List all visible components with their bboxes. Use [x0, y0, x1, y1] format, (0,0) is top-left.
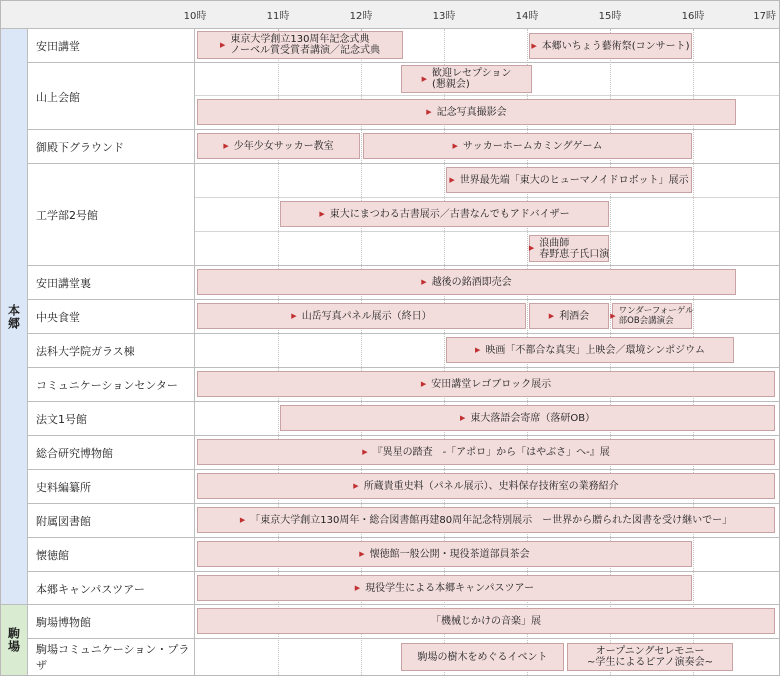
venue-library: 附属図書館	[28, 504, 195, 538]
event-archives-exhibit[interactable]	[197, 473, 775, 499]
triangle-right-icon: ▶	[421, 74, 427, 83]
venue-yasuda: 安田講堂	[28, 29, 195, 63]
triangle-right-icon: ▶	[459, 413, 466, 422]
triangle-right-icon: ▶	[362, 447, 368, 456]
venue-comm: コミュニケーションセンター	[28, 368, 195, 402]
triangle-right-icon: ▶	[239, 515, 246, 524]
venue-yasuda-ura: 安田講堂裏	[28, 266, 195, 300]
event-title: 映画「不都合な真実」上映会／環境シンポジウム	[485, 344, 706, 356]
event-title: 世界最先端「東大のヒューマノイドロボット」展示	[459, 174, 689, 186]
event-title: サッカーホームカミングゲーム	[462, 140, 603, 152]
triangle-right-icon: ▶	[449, 175, 455, 184]
event-title: 山岳写真パネル展示（終日）	[301, 310, 432, 322]
row-divider	[28, 163, 779, 164]
event-title: 利酒会	[559, 310, 590, 322]
event-rakugo[interactable]	[280, 405, 775, 431]
campus-divider	[1, 604, 779, 605]
venue-sanjo: 山上会館	[28, 63, 195, 130]
row-divider	[28, 469, 779, 470]
triangle-right-icon: ▶	[354, 583, 361, 592]
event-soccer-game[interactable]	[363, 133, 692, 159]
time-label-13: 13時	[432, 11, 456, 22]
venue-komaba-plaza: 駒場コミュニケーション・プラザ	[28, 639, 195, 675]
event-soccer-class[interactable]	[197, 133, 360, 159]
triangle-right-icon: ▶	[223, 141, 229, 150]
time-label-14: 14時	[515, 11, 539, 22]
event-title: 本郷いちょう藝術祭(コンサート)	[541, 40, 690, 52]
triangle-right-icon: ▶	[528, 244, 535, 252]
event-vogel-lecture[interactable]	[612, 303, 692, 329]
row-divider	[28, 537, 779, 538]
triangle-right-icon: ▶	[319, 209, 325, 218]
triangle-right-icon: ▶	[474, 345, 481, 354]
event-founding-ceremony[interactable]	[197, 31, 403, 59]
event-reception[interactable]	[401, 65, 532, 93]
venue-shiryo: 史料編纂所	[28, 470, 195, 504]
row-divider	[28, 435, 779, 436]
event-mountain-photos[interactable]	[197, 303, 526, 329]
event-photo-session[interactable]	[197, 99, 736, 125]
triangle-right-icon: ▶	[531, 41, 537, 50]
event-title: 東京大学創立130周年記念式典 ノーベル賞受賞者講演／記念式典	[230, 34, 381, 56]
event-title: 浪曲師 春野恵子氏口演	[539, 237, 610, 260]
venue-hobun: 法文1号館	[28, 402, 195, 436]
campus-komaba	[1, 605, 28, 675]
subrow-divider	[195, 197, 779, 198]
row-divider	[28, 299, 779, 300]
triangle-right-icon: ▶	[610, 312, 616, 320]
row-divider	[28, 571, 779, 572]
event-title: 『異星の踏査 -「アポロ」から「はやぶさ」へ-』展	[372, 446, 610, 458]
event-title: 駒場の樹木をめぐるイベント	[417, 651, 548, 663]
event-title: 東大にまつわる古書展示／古書なんでもアドバイザー	[329, 208, 570, 220]
triangle-right-icon: ▶	[421, 277, 427, 286]
row-divider	[28, 265, 779, 266]
event-title: 「機械じかけの音楽」展	[431, 615, 541, 627]
event-title: 越後の銘酒即売会	[431, 276, 512, 288]
time-label-11: 11時	[266, 11, 290, 22]
row-divider	[28, 367, 779, 368]
triangle-right-icon: ▶	[353, 481, 359, 490]
campus-hongo-label: 本郷	[6, 304, 21, 330]
row-divider	[28, 401, 779, 402]
campus-hongo	[1, 29, 28, 605]
event-title: ワンダーフォーゲル 部OB会講演会	[618, 306, 694, 326]
event-title: 現役学生による本郷キャンパスツアー	[365, 582, 535, 594]
venue-kaitoku: 懐徳館	[28, 538, 195, 572]
time-header	[1, 1, 779, 29]
time-label-15: 15時	[598, 11, 622, 22]
time-label-17: 17時	[753, 11, 776, 22]
event-rokyoku[interactable]	[529, 235, 609, 262]
event-library-exhibit[interactable]	[197, 507, 775, 533]
venue-komaba-museum: 駒場博物館	[28, 605, 195, 639]
event-robot-exhibit[interactable]	[446, 167, 692, 193]
event-title: 少年少女サッカー教室	[233, 140, 334, 152]
triangle-right-icon: ▶	[548, 311, 555, 320]
event-hayabusa-exhibit[interactable]	[197, 439, 775, 465]
event-sake-tasting[interactable]	[529, 303, 609, 329]
triangle-right-icon: ▶	[291, 311, 297, 320]
event-title: オープニングセレモニー ~学生によるピアノ演奏会~	[587, 646, 713, 668]
row-divider	[28, 333, 779, 334]
triangle-right-icon: ▶	[219, 40, 226, 49]
event-old-books[interactable]	[280, 201, 609, 227]
campus-komaba-label: 駒場	[6, 627, 21, 653]
triangle-right-icon: ▶	[359, 549, 365, 558]
venue-eng2: 工学部2号館	[28, 164, 195, 266]
venue-museum: 総合研究博物館	[28, 436, 195, 470]
time-label-12: 12時	[349, 11, 373, 22]
event-title: 安田講堂レゴブロック展示	[431, 378, 552, 390]
event-title: 歓迎レセプション (懇親会)	[431, 68, 512, 90]
event-mechanical-music[interactable]	[197, 608, 775, 634]
triangle-right-icon: ▶	[420, 379, 427, 388]
row-divider	[28, 638, 779, 639]
venue-tour: 本郷キャンパスツアー	[28, 572, 195, 605]
triangle-right-icon: ▶	[426, 107, 432, 116]
subrow-divider	[195, 231, 779, 232]
event-sake-sale[interactable]	[197, 269, 736, 295]
row-divider	[28, 503, 779, 504]
event-title: 所蔵貴重史料（パネル展示）、史料保存技術室の業務紹介	[363, 480, 619, 492]
event-title: 東大落語会寄席（落研OB）	[470, 412, 596, 424]
event-campus-tour[interactable]	[197, 575, 692, 601]
triangle-right-icon: ▶	[452, 141, 458, 150]
event-lego-exhibit[interactable]	[197, 371, 775, 397]
subrow-divider	[195, 95, 779, 96]
event-opening-ceremony[interactable]	[567, 643, 733, 671]
venue-chuo: 中央食堂	[28, 300, 195, 334]
event-title: 懐徳館一般公開・現役茶道部員茶会	[369, 548, 530, 560]
event-ginkgo-concert[interactable]	[529, 33, 692, 59]
event-komaba-trees[interactable]	[401, 643, 564, 671]
venue-law: 法科大学院ガラス棟	[28, 334, 195, 368]
venue-goten: 御殿下グラウンド	[28, 130, 195, 164]
row-divider	[28, 129, 779, 130]
event-title: 「東京大学創立130周年・総合図書館再建80周年記念特別展示 ー世界から贈られた図書を受け継いでー」	[250, 514, 733, 526]
event-movie-screening[interactable]	[446, 337, 734, 363]
row-divider	[28, 62, 779, 63]
time-label-10: 10時	[183, 11, 207, 22]
event-title: 記念写真撮影会	[436, 106, 507, 118]
time-label-16: 16時	[681, 11, 705, 22]
event-kaitoku-open[interactable]	[197, 541, 692, 567]
